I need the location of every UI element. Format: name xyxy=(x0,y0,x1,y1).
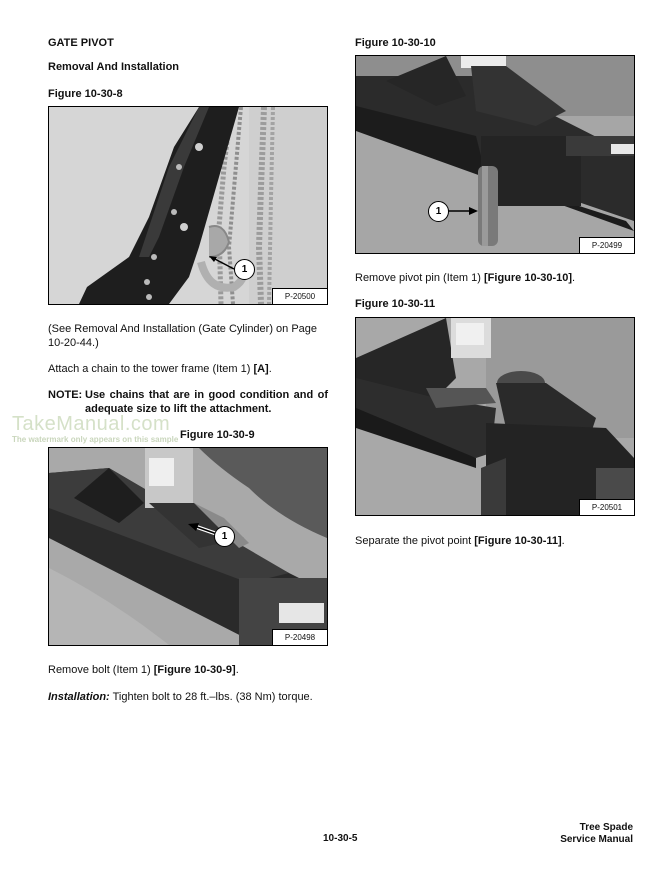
photo-code: P-20501 xyxy=(579,499,634,515)
remove-pin-figure-ref[interactable]: [Figure 10-30-10] xyxy=(484,272,573,284)
figure-10-30-10-photo xyxy=(355,55,635,254)
figure-10-30-8-photo xyxy=(48,106,328,305)
separated-pivot-photo xyxy=(356,318,634,515)
footer-title xyxy=(560,822,633,846)
pivot-bolt-photo xyxy=(49,448,327,645)
paragraph-separate-pivot xyxy=(355,534,645,548)
watermark-subtext: The watermark only appears on this sample xyxy=(12,435,179,444)
paragraph-installation xyxy=(48,690,338,704)
callout-item-1: 1 xyxy=(234,259,255,280)
paragraph-remove-pin xyxy=(355,271,645,285)
figure-10-30-9-photo xyxy=(48,447,328,646)
remove-pin-end: . xyxy=(572,272,576,284)
subsection-title: Removal And Installation xyxy=(48,61,180,73)
remove-pin-text: Remove pivot pin (Item 1) xyxy=(355,272,484,284)
paragraph-attach-chain xyxy=(48,362,328,376)
separate-end: . xyxy=(561,535,565,547)
separate-text: Separate the pivot point xyxy=(355,535,475,547)
tower-frame-photo xyxy=(49,107,327,304)
pivot-pin-photo xyxy=(356,56,634,253)
callout-item-1: 1 xyxy=(214,526,235,547)
note-label: NOTE: xyxy=(48,389,83,401)
watermark-brand: TakeManual.com xyxy=(12,413,171,435)
remove-bolt-figure-ref[interactable]: [Figure 10-30-9] xyxy=(153,664,236,676)
footer-product: Tree Spade xyxy=(579,822,633,833)
figure-caption-8: Figure 10-30-8 xyxy=(48,88,123,100)
separate-figure-ref[interactable]: [Figure 10-30-11] xyxy=(474,535,562,547)
remove-bolt-text: Remove bolt (Item 1) xyxy=(48,664,154,676)
photo-code: P-20500 xyxy=(272,288,327,304)
footer-manual: Service Manual xyxy=(560,834,633,845)
attach-end: . xyxy=(268,363,272,375)
attach-text: Attach a chain to the tower frame (Item 1) xyxy=(48,363,254,375)
note-block xyxy=(48,388,328,416)
paragraph-remove-bolt xyxy=(48,663,338,677)
figure-caption-10: Figure 10-30-10 xyxy=(355,37,436,49)
photo-code: P-20498 xyxy=(272,629,327,645)
page-number: 10-30-5 xyxy=(323,833,358,844)
figure-caption-11: Figure 10-30-11 xyxy=(355,298,436,310)
section-title: GATE PIVOT xyxy=(48,37,114,49)
photo-code: P-20499 xyxy=(579,237,634,253)
figure-caption-9: Figure 10-30-9 xyxy=(180,429,255,441)
attach-figure-ref[interactable]: [A] xyxy=(253,363,269,375)
remove-bolt-end: . xyxy=(235,664,239,676)
figure-10-30-11-photo xyxy=(355,317,635,516)
note-text: Use chains that are in good condition and of adequate size to lift the attachment. xyxy=(85,389,328,415)
installation-label: Installation: xyxy=(48,691,110,703)
paragraph-see-reference: (See Removal And Installation (Gate Cylinder) on Page 10-20-44.) xyxy=(48,323,318,349)
installation-text: Tighten bolt to 28 ft.–lbs. (38 Nm) torque. xyxy=(109,691,313,703)
callout-item-1: 1 xyxy=(428,201,449,222)
